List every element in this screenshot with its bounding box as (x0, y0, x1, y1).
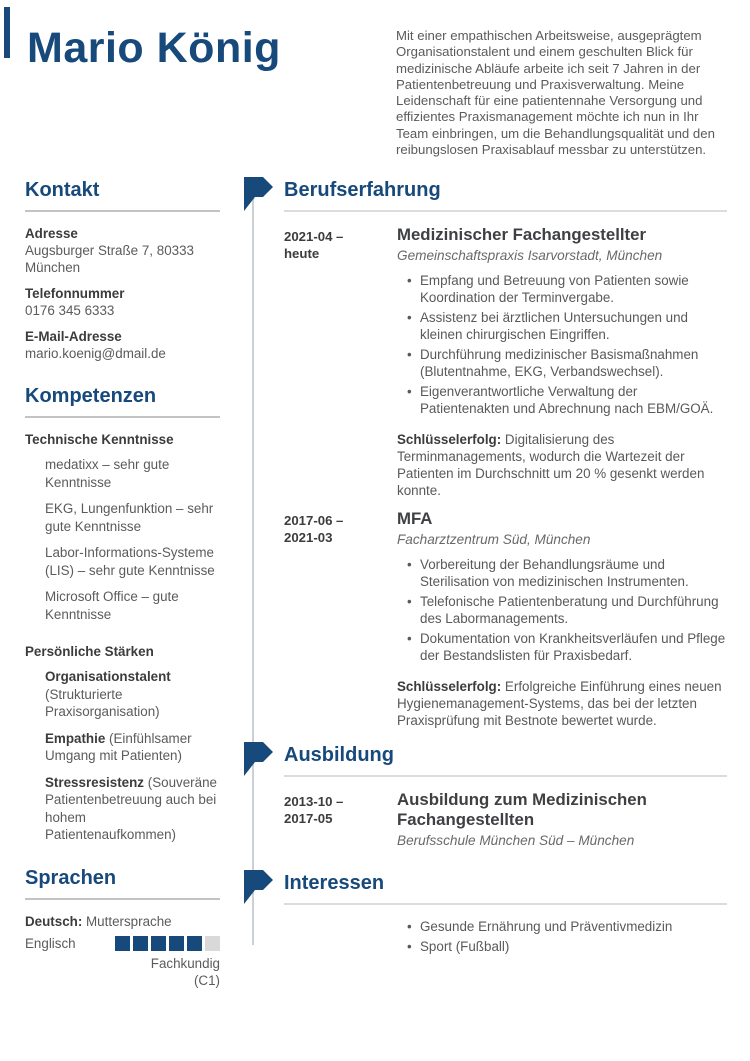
main-column (244, 178, 727, 1011)
rating-square (169, 936, 184, 951)
section-kontakt (25, 178, 220, 362)
field-label: Telefonnummer (25, 286, 125, 302)
language-level-line1: Fachkundig (150, 955, 220, 971)
contact-field-address (25, 225, 220, 276)
section-header (284, 743, 727, 777)
section-sprachen (25, 866, 220, 989)
entry-employer: Facharztzentrum Süd, München (397, 532, 591, 548)
section-berufserfahrung (284, 178, 727, 729)
achievement-text: Digitalisierung des Terminmanagements, wodurch die Wartezeit der Patienten im Durchschnitt um 20 % gesenkt werden konnte. (397, 432, 705, 499)
language-label: Englisch (25, 935, 76, 951)
bullet-item: • Empfang und Betreuung von Patienten sowie Koordination der Terminvergabe. (407, 272, 727, 306)
field-label: Adresse (25, 226, 78, 242)
section-ausbildung (284, 743, 727, 857)
strength-desc: (Souveräne Patientenbetreuung auch bei hohem Patientenaufkommen) (45, 774, 217, 843)
achievement-label: Schlüsselerfolg: (397, 432, 502, 448)
language-german (25, 913, 220, 930)
entry-bullets (397, 272, 727, 417)
divider (284, 775, 727, 777)
section-kompetenzen (25, 384, 220, 844)
field-value: mario.koenig@dmail.de (25, 346, 166, 362)
divider (25, 210, 220, 212)
section-flag-icon (244, 176, 274, 214)
date-from: 2017-06 – (284, 513, 344, 529)
candidate-name: Mario König (27, 24, 281, 72)
divider (284, 903, 727, 905)
entry-dates (284, 509, 397, 729)
entry-bullets (397, 556, 727, 664)
skill-item: Labor-Informations-Systeme (LIS) – sehr gute Kenntnisse (45, 545, 215, 578)
contact-field-phone (25, 285, 220, 319)
bullet-item: • Sport (Fußball) (407, 938, 727, 955)
profile-summary: Mit einer empathischen Arbeitsweise, ausgeprägtem Organisationstalent und einem geschulten Blick für medizinische Abläufe arbeite ich seit 7 Jahren in der Patientenbetreuung und Praxisverwaltung. Meine Leidenschaft für eine patientennahe Versorgung und effizientes Praxismanagement möchte ich nun in Ihr Team einbringen, um die Behandlungsqualität und den reibungslosen Praxisablauf messbar zu unterstützen. (396, 28, 715, 158)
language-level-line2: (C1) (193, 972, 220, 988)
bullet-item: • Assistenz bei ärztlichen Untersuchungen und kleinen chirurgischen Eingriffen. (407, 309, 727, 343)
field-value: 0176 345 6333 (25, 303, 115, 319)
strength-desc: (Strukturierte Praxisorganisation) (45, 686, 160, 720)
language-value: Muttersprache (86, 913, 172, 929)
rating-square (205, 936, 220, 951)
job-entry (284, 225, 727, 499)
entry-content (397, 790, 727, 857)
rating-square (187, 936, 202, 951)
section-header (284, 871, 727, 905)
interests-entry (284, 918, 727, 958)
bullet-item: • Eigenverantwortliche Verwaltung der Patientenakten und Abrechnung nach EBM/GOÄ. (407, 383, 727, 417)
entry-content (397, 225, 727, 499)
section-flag-icon (244, 869, 274, 907)
strength-term: Organisationstalent (45, 669, 171, 685)
strength-item (45, 730, 220, 765)
bullet-item: • Telefonische Patientenberatung und Durchführung des Labormanagements. (407, 593, 727, 627)
section-title: Ausbildung (284, 744, 394, 767)
section-header (284, 178, 727, 212)
personal-strengths-label: Persönliche Stärken (25, 644, 154, 660)
rating-square (151, 936, 166, 951)
bullet-item: • Gesunde Ernährung und Präventivmedizin (407, 918, 727, 935)
key-achievement (397, 678, 727, 729)
contact-field-email (25, 328, 220, 362)
strength-desc: (Einfühlsamer Umgang mit Patienten) (45, 730, 192, 764)
language-english (25, 936, 220, 951)
key-achievement (397, 431, 727, 499)
interests-bullets (397, 918, 727, 955)
kontakt-heading: Kontakt (25, 179, 100, 202)
entry-title: MFA (397, 509, 433, 529)
entry-dates-spacer (284, 918, 397, 958)
bullet-item: • Vorbereitung der Behandlungsräume und Sterilisation von medizinischen Instrumenten. (407, 556, 727, 590)
strength-item (45, 668, 220, 721)
section-title: Berufserfahrung (284, 179, 441, 202)
entry-school: Berufsschule München Süd – München (397, 833, 635, 849)
entry-content (397, 918, 727, 958)
entry-title: Medizinischer Fachangestellter (397, 225, 646, 245)
bullet-item: • Dokumentation von Krankheitsverläufen und Pflege der Bestandslisten für Praxisbedarf. (407, 630, 727, 664)
divider (25, 416, 220, 418)
rating-square (133, 936, 148, 951)
section-interessen (284, 871, 727, 958)
strength-item (45, 774, 220, 844)
section-flag-icon (244, 741, 274, 779)
technical-skills-label: Technische Kenntnisse (25, 432, 174, 448)
language-label: Deutsch: (25, 913, 83, 929)
job-entry (284, 509, 727, 729)
skill-item: medatixx – sehr gute Kenntnisse (45, 457, 170, 490)
language-level (25, 955, 220, 989)
skill-item: Microsoft Office – gute Kenntnisse (45, 589, 179, 622)
bullet-item: • Durchführung medizinischer Basismaßnahmen (Blutentnahme, EKG, Verbandswechsel). (407, 346, 727, 380)
divider (284, 210, 727, 212)
skill-item: EKG, Lungenfunktion – sehr gute Kenntnisse (45, 501, 214, 534)
date-to: 2021-03 (284, 530, 333, 546)
date-from: 2013-10 – (284, 794, 344, 810)
date-from: 2021-04 – (284, 229, 344, 245)
date-to: heute (284, 246, 320, 262)
entry-dates (284, 225, 397, 499)
achievement-label: Schlüsselerfolg: (397, 679, 502, 695)
field-value: Augsburger Straße 7, 80333 München (25, 243, 194, 276)
achievement-text: Erfolgreiche Einführung eines neuen Hygienemanagement-Systems, das bei der letzten Praxisprüfung mit Bestnote bewertet wurde. (397, 679, 722, 729)
strength-term: Empathie (45, 730, 106, 746)
entry-title: Ausbildung zum Medizinischen Fachangestellten (397, 790, 647, 830)
kompetenzen-heading: Kompetenzen (25, 385, 157, 408)
rating-square (115, 936, 130, 951)
timeline-line (252, 182, 254, 945)
entry-employer: Gemeinschaftspraxis Isarvorstadt, München (397, 248, 663, 264)
field-label: E-Mail-Adresse (25, 329, 122, 345)
date-to: 2017-05 (284, 811, 333, 827)
education-entry (284, 790, 727, 857)
header (0, 0, 750, 158)
entry-content (397, 509, 727, 729)
entry-dates (284, 790, 397, 857)
content-columns (0, 178, 750, 1011)
language-rating (115, 936, 220, 951)
section-title: Interessen (284, 872, 385, 895)
divider (25, 898, 220, 900)
sprachen-heading: Sprachen (25, 866, 117, 889)
strength-term: Stressresistenz (45, 774, 144, 790)
page-edge-accent (4, 7, 10, 58)
personal-strengths-group (25, 643, 220, 844)
sidebar-column (25, 178, 220, 1011)
